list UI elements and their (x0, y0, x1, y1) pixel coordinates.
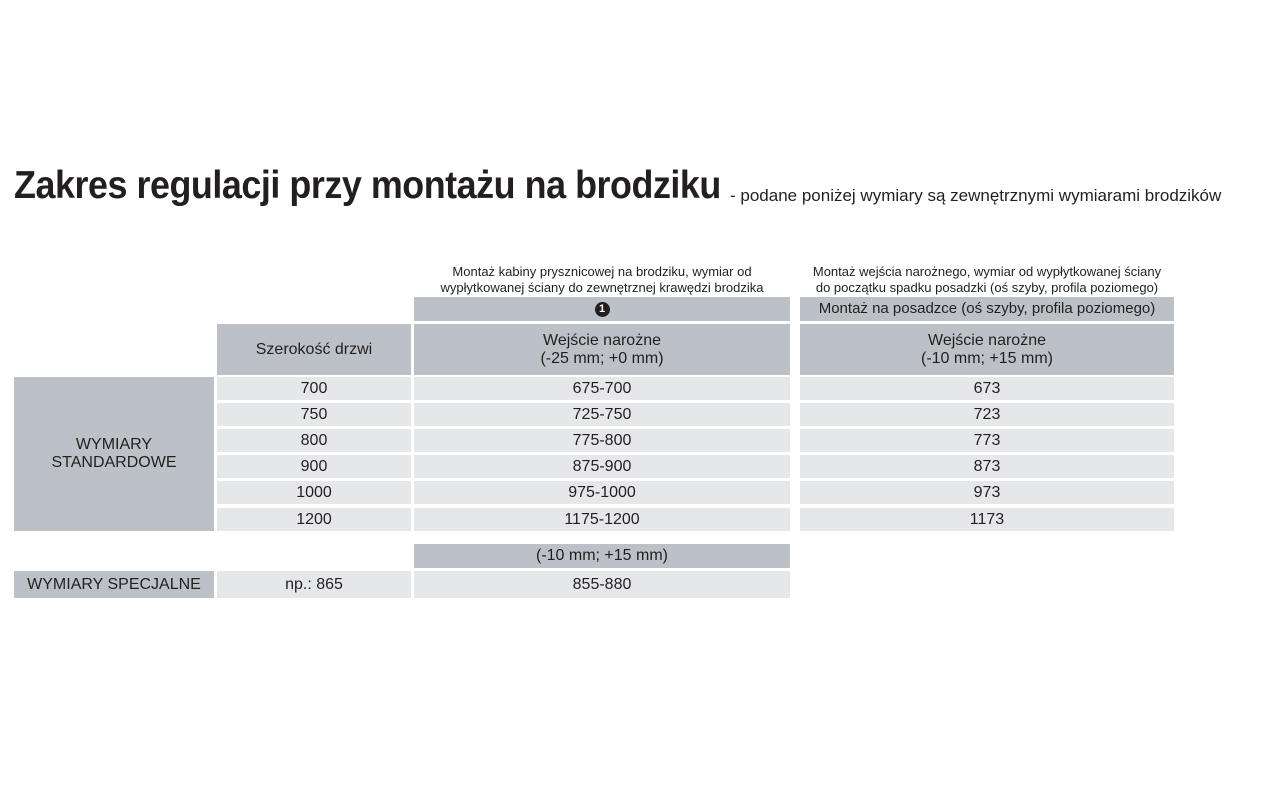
col2-header-line2: (-25 mm; +0 mm) (540, 349, 664, 367)
col2-note-line2: wypłytkowanej ściany do zewnętrznej krawędzi brodzika (440, 280, 764, 295)
table-row-width: 1200 (217, 508, 411, 531)
col2-note-line1: Montaż kabiny prysznicowej na brodziku, wymiar od (452, 264, 752, 279)
col1-header: Szerokość drzwi (217, 324, 411, 375)
standard-label-line1: WYMIARY (75, 436, 153, 453)
table-row-range: 675-700 (414, 377, 790, 400)
col3-note-line1: Montaż wejścia narożnego, wymiar od wypłytkowanej ściany (812, 264, 1162, 279)
table-row-width: 800 (217, 429, 411, 452)
table-row-floor: 873 (800, 455, 1174, 478)
col2-header (414, 324, 790, 375)
col3-header (800, 324, 1174, 375)
special-width: np.: 865 (217, 571, 411, 598)
table-row-range: 1175-1200 (414, 508, 790, 531)
table-row-floor: 1173 (800, 508, 1174, 531)
col3-header-line1: Wejście narożne (928, 331, 1046, 349)
standard-label-line2: STANDARDOWE (51, 454, 177, 471)
col3-note (800, 264, 1174, 296)
page-title: Zakres regulacji przy montażu na brodziku (14, 164, 721, 207)
table-row-width: 700 (217, 377, 411, 400)
table-row-range: 975-1000 (414, 481, 790, 504)
standard-label (14, 377, 214, 531)
special-range: 855-880 (414, 571, 790, 598)
table-row-range: 875-900 (414, 455, 790, 478)
special-tolerance-header: (-10 mm; +15 mm) (414, 544, 790, 568)
col2-note (414, 264, 790, 296)
page-subtitle: - podane poniżej wymiary są zewnętrznymi wymiarami brodzików (730, 186, 1222, 205)
table-row-floor: 973 (800, 481, 1174, 504)
special-label: WYMIARY SPECJALNE (14, 571, 214, 598)
table-row-floor: 673 (800, 377, 1174, 400)
table-row-floor: 723 (800, 403, 1174, 426)
col2-header-line1: Wejście narożne (543, 331, 661, 349)
page-title-line (14, 164, 1222, 208)
col2-marker-cell (414, 297, 790, 321)
table-row-range: 725-750 (414, 403, 790, 426)
table-row-width: 1000 (217, 481, 411, 504)
col3-note-line2: do początku spadku posadzki (oś szyby, profila poziomego) (815, 280, 1159, 295)
table-row-range: 775-800 (414, 429, 790, 452)
table-row-width: 750 (217, 403, 411, 426)
table-row-width: 900 (217, 455, 411, 478)
col3-header-line2: (-10 mm; +15 mm) (920, 349, 1053, 367)
col3-top-header: Montaż na posadzce (oś szyby, profila poziomego) (800, 297, 1174, 321)
table-row-floor: 773 (800, 429, 1174, 452)
number-marker-icon: 1 (595, 302, 610, 317)
